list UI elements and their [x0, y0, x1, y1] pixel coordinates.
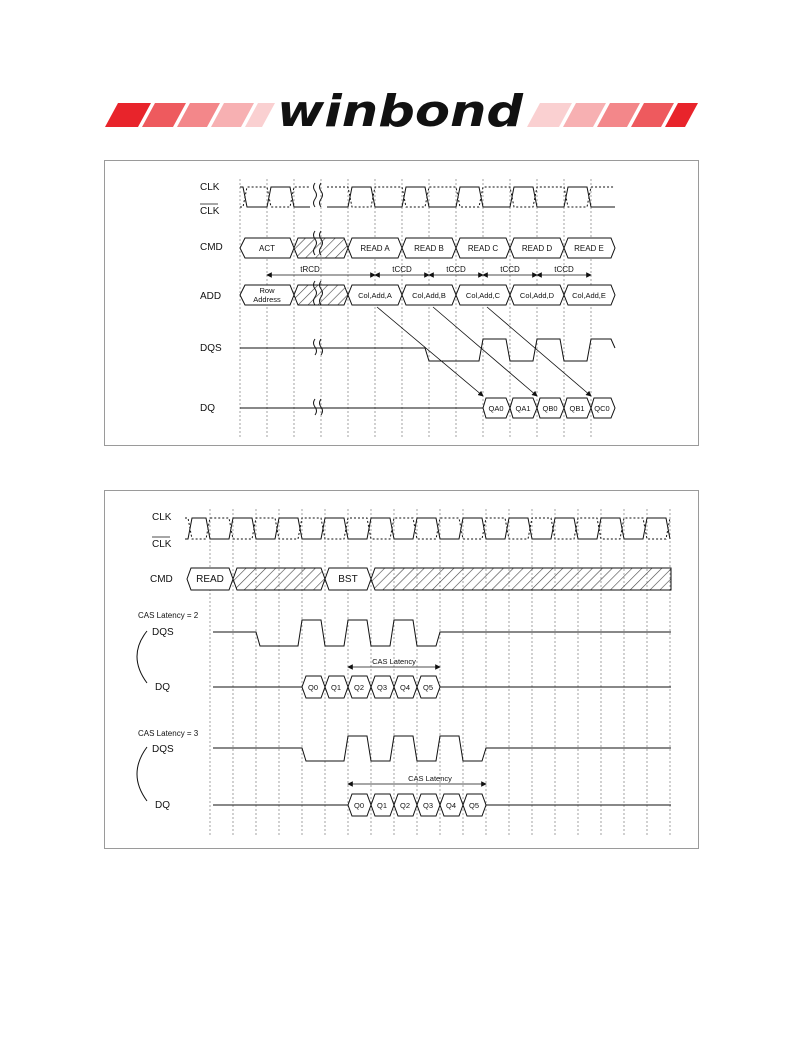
timing-label-tccd-3: tCCD	[500, 265, 520, 274]
add-text-col-e: Col,Add,E	[572, 291, 606, 300]
dq-cl2-text-q5: Q5	[422, 683, 434, 692]
cmd-hatch-1	[233, 568, 325, 590]
dq-text-qa1: QA1	[515, 404, 531, 413]
add-text-col-a: Col,Add,A	[358, 291, 392, 300]
signal-label-clk: CLK	[152, 512, 172, 523]
clk-waveform	[240, 187, 615, 207]
signal-label-cmd: CMD	[150, 574, 173, 585]
logo-stripes-left	[105, 103, 275, 127]
dq-row	[483, 398, 615, 418]
signal-label-cmd: CMD	[200, 242, 223, 253]
cas2-label: CAS Latency = 2	[138, 611, 199, 620]
dqs-waveform-cl3	[213, 736, 671, 761]
add-text-col-b: Col,Add,B	[412, 291, 446, 300]
dq-cl2-text-q3: Q3	[376, 683, 388, 692]
cas3-bracket	[137, 747, 147, 801]
grid-lines	[240, 179, 591, 439]
cmd-row	[240, 238, 615, 258]
signal-label-dqs-cl3: DQS	[152, 744, 174, 755]
cas2-bracket	[137, 631, 147, 683]
add-text-col-c: Col,Add,C	[465, 291, 501, 300]
signal-label-dq: DQ	[200, 403, 215, 414]
signal-label-dq-cl2: DQ	[155, 682, 170, 693]
cas3-span-label: CAS Latency	[408, 774, 452, 783]
winbond-logo	[0, 0, 802, 150]
data-flow-arrows	[377, 307, 591, 396]
dq-cl3-text-q4: Q4	[445, 801, 457, 810]
dq-text-qc0: QC0	[594, 404, 610, 413]
cmd-text-read-d: READ D	[521, 244, 553, 253]
cas2-span-label: CAS Latency	[372, 657, 416, 666]
dq-cl3-text-q5: Q5	[468, 801, 480, 810]
clk-waveform	[185, 518, 670, 539]
cmd-text-read-c: READ C	[467, 244, 499, 253]
dq-cl2-text-q0: Q0	[307, 683, 319, 692]
signal-label-dqs-cl2: DQS	[152, 627, 174, 638]
logo-stripes-right	[527, 103, 698, 127]
dq-text-qb1: QB1	[569, 404, 585, 413]
dq-cl2-text-q4: Q4	[399, 683, 411, 692]
signal-label-clk: CLK	[200, 182, 220, 193]
dq-cl3-text-q3: Q3	[422, 801, 434, 810]
dq-cl2-text-q1: Q1	[330, 683, 342, 692]
dq-cl3-text-q1: Q1	[376, 801, 388, 810]
timing-diagram-burst-stop	[104, 490, 699, 849]
dqs-waveform-cl2	[213, 620, 671, 646]
add-hatch	[294, 285, 348, 305]
timing-label-trcd: tRCD	[300, 265, 320, 274]
cmd-text-act: ACT	[259, 244, 275, 253]
add-text-col-d: Col,Add,D	[519, 291, 555, 300]
logo-wordmark: winbond	[277, 86, 524, 137]
cas3-label: CAS Latency = 3	[138, 729, 199, 738]
dq-cl3-text-q2: Q2	[399, 801, 411, 810]
dq-text-qb0: QB0	[542, 404, 558, 413]
dqs-waveform	[240, 339, 615, 361]
cmd-text-read-b: READ B	[414, 244, 444, 253]
cmd-text-read-a: READ A	[360, 244, 390, 253]
timing-label-tccd-1: tCCD	[392, 265, 412, 274]
cmd-text-read-e: READ E	[574, 244, 604, 253]
add-text-address: Address	[253, 295, 281, 304]
signal-label-add: ADD	[200, 291, 222, 302]
signal-label-clk-bar: CLK	[200, 206, 220, 217]
cmd-row	[187, 568, 671, 590]
dq-cl2-text-q2: Q2	[353, 683, 365, 692]
signal-label-dqs: DQS	[200, 343, 222, 354]
grid-lines	[210, 509, 670, 836]
cmd-text-bst: BST	[338, 574, 358, 585]
timing-label-tccd-4: tCCD	[554, 265, 574, 274]
add-text-row: Row	[259, 286, 275, 295]
timing-label-tccd-2: tCCD	[446, 265, 466, 274]
add-row	[240, 285, 615, 305]
dq-text-qa0: QA0	[488, 404, 504, 413]
dq-cl3-text-q0: Q0	[353, 801, 365, 810]
cmd-hatch-2	[371, 568, 671, 590]
signal-label-dq-cl3: DQ	[155, 800, 170, 811]
cmd-text-read: READ	[196, 574, 224, 585]
signal-label-clk-bar: CLK	[152, 539, 172, 550]
timing-diagram-consecutive-reads	[104, 160, 699, 446]
